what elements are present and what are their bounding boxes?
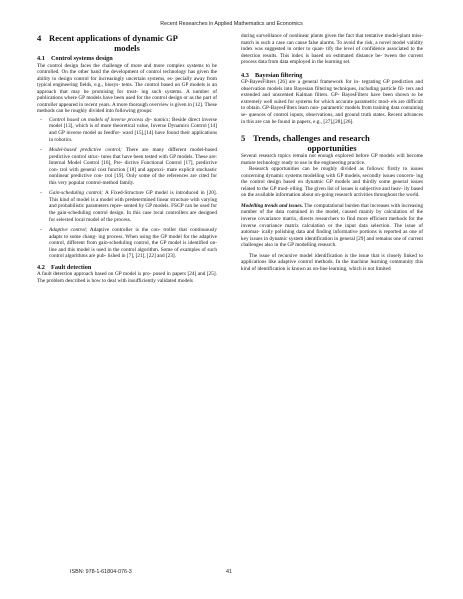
subsection-4-1-number: 4.1 [37, 55, 45, 62]
list-dash: - [40, 227, 42, 234]
subsection-4-2-number: 4.2 [37, 263, 45, 271]
research-opportunities-paragraph: Research opportunities can be roughly divided as follows: firstly to issues concerning dynamic systems modelling with GP models, secondly issues concern- ing the control design based on dynamic GP models and thirdly some general issues related to the GP mod- elling. The given list of issues is subjective and heav- ily based on the available information about on-going research activities throughout the world. [241, 166, 423, 199]
list-item [37, 147, 217, 186]
list-item-text: There are many different model-based predictive control struc- tures that have been tested with GP models. These are: Internal Model Control [16], Pre- dictive Functional Control [17], predictive con- trol with general cost function [18] and approxi- mate explicit stochastic nonlinear predictive con- trol [19]. Only some of the references are cited for this very popular control-method family. [49, 147, 217, 186]
section-5-heading [241, 133, 423, 153]
page-number: 41 [226, 569, 232, 575]
list-item-lead: Gain-scheduling control; [49, 190, 103, 197]
list-item-lead: Adaptive control; [49, 227, 88, 234]
running-header: Recent Researches in Applied Mathematics and Economics [160, 21, 303, 27]
control-methods-list [37, 117, 217, 260]
list-item-text: Adaptive controller is the con- troller that continuously adapts to some chang- ing process. When using the GP model for the adaptive control, different from gain-scheduling control, the GP model is identified on-line and this model is used in the control algorithm. Some of examples of such control algorithms are pub- lished in [7], [21], [22] and [23]. [49, 227, 217, 260]
list-dash: - [40, 190, 42, 197]
control-design-paragraph: The control design faces the challenge of more and more complex systems to be controlled. On the other hand the development of control technology has given the ability to design control for increasingly uncertain systems, es- pecially away from typical engineering fields, e.g., biosys- tems. The control based on GP models is an approach that may be promising for treat- ing such systems. A number of publications where GP models have been used for the control design or as the part of controller appeared in recent years. A more thorough overview is given in [12]. These methods can be roughly divided into following groups: [37, 62, 217, 115]
list-item [37, 190, 217, 223]
subsection-4-3-title: Bayesian filtering [255, 71, 303, 79]
left-column [37, 33, 217, 284]
list-dash: - [40, 116, 42, 123]
section-4-number: 4 [37, 33, 42, 43]
section-4-title-line1: Recent applications of dynamic GP [49, 33, 178, 43]
list-item-text: Beside direct inverse model [13], which is of more theoretical value, Inverse Dynamics Control [14] and GP inverse model as feedfor- ward [15],[14] have found their applications in robotics. [49, 116, 217, 143]
fault-detection-paragraph: A fault detection approach based on GP model is pro- posed in papers [24] and [25]. The problem described is how to deal with insufficiently validated models [37, 271, 217, 284]
section-4-heading [37, 33, 217, 53]
modelling-trends-runin: Modelling trends and issues. [241, 202, 303, 209]
list-item [37, 227, 217, 260]
trends-intro-paragraph: Several research topics remain not enough explored before GP models will become mature technology ready to use in the engineering practice. [241, 153, 423, 166]
list-dash: - [40, 147, 42, 154]
modelling-trends-text: The computational burden that increases with increasing number of the data contained in the model, caused mainly by calculation of the inverse covariance matrix, directs researchers to find more efficient methods for the inverse covariance matrix calculation or the input data selection. The issue of automat- ically polishing data and finding informative portions is reported as one of key issues in dynamic system identification in general [29] and remains one of current challenges also in the GP modelling research. [241, 202, 423, 249]
list-item [37, 117, 217, 143]
list-item-text: A Fixed-Structure GP model is introduced in [20]. This kind of model is a model with predetermined linear structure with varying and probabilistic parameters repre- sented by GP models. FSGP can be used for the gain-scheduling control design. In this case local controllers are designed for selected local model of the process. [49, 190, 217, 223]
subsection-4-2-title: Fault detection [51, 263, 92, 271]
section-4-title-line2: models [114, 43, 140, 53]
footer-isbn: ISBN: 978-1-61804-076-3 [70, 569, 132, 575]
bayesian-filtering-paragraph: GP-BayesFilters [26] are a general framework for in- tegrating GP prediction and observation models into Bayesian filtering techniques, including particle fil- ters and extended and unscented Kalman filters. GP- BayesFilters have been shown to be extremely well suited for systems for which accurate parametric mod- els are difficult to obtain. GP-BayesFilters learn non- parametric models from training data containing se- quences of control inputs, observations, and ground truth states. Recent advances in this are can be found in papers, e.g., [27],[28],[26]. [241, 79, 423, 125]
list-item-lead: Control based on models of inverse process dy- namics; [49, 116, 171, 123]
right-column [241, 33, 423, 272]
list-item-lead: Model-based predictive control; [49, 147, 122, 154]
fault-detection-continued-paragraph: during surveillance of nonlinear plants given the fact that tentative model-plant miss-match in such a case can cause false alarms. To avoid the risk, a novel model validity index was suggested in order to quan- tify the level of confidence associated to the detection results. This index is based on estimated distance be- tween the current process data from data employed in the learning set. [241, 33, 423, 66]
subsection-4-3-number: 4.3 [241, 71, 249, 79]
section-5-title-line2: opportunities [307, 143, 357, 154]
section-5-number: 5 [241, 133, 246, 144]
subsection-4-1-title: Control systems design [51, 55, 113, 62]
modelling-trends-paragraph [241, 203, 423, 249]
section-5-title-line1: Trends, challenges and research [253, 133, 370, 144]
subsection-4-1-heading [37, 55, 217, 63]
recursive-identification-paragraph: The issue of recursive model identification is the issue that is closely linked to applications like adaptive control methods. In the machine learning community this kind of identification is known as on-line learning, which is not limited [241, 252, 423, 272]
